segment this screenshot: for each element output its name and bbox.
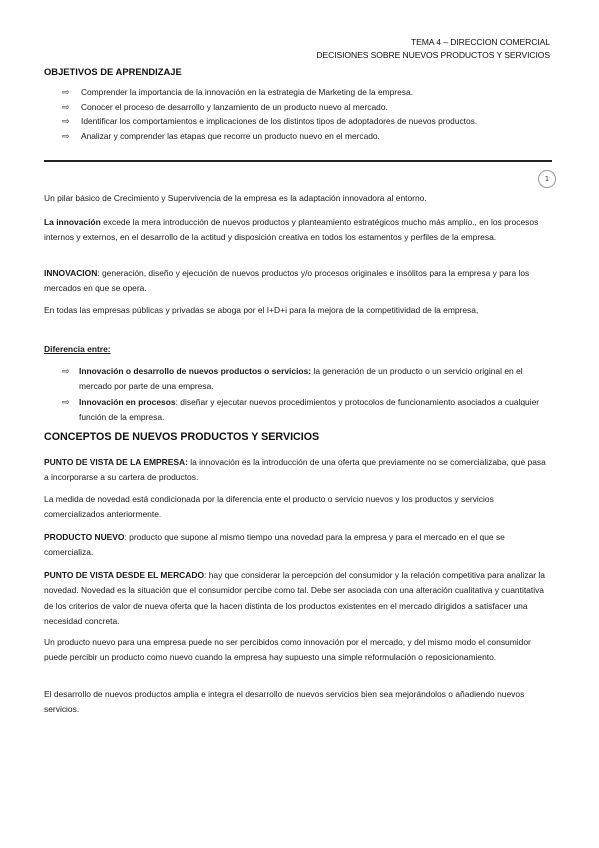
list-item — [62, 115, 532, 129]
header-subtitle: DECISIONES SOBRE NUEVOS PRODUCTOS Y SERVICIOS — [316, 50, 550, 60]
list-item — [62, 101, 532, 115]
paragraph-novelty: La medida de novedad está condicionada por la diferencia ente el producto o servicio nuevos y los productos y servicios comercializados anteriormente. — [44, 494, 494, 520]
section-divider — [44, 160, 552, 162]
difference-term: Innovación en procesos — [79, 396, 176, 407]
difference-text: la generación de un producto o un servicio original en el mercado por parte de una empresa. — [79, 366, 523, 392]
paragraph-text: excede la mera introducción de nuevos productos y planteamiento estratégicos mucho más amplio., en los procesos internos y externos, en el desarrollo de la actitud y disposición creativa en todos los estamentos y perfiles de la empresa. — [44, 217, 539, 243]
objective-text: Comprender la importancia de la innovación en la estrategia de Marketing de la empresa. — [81, 87, 413, 97]
arrow-right-icon: ⇨ — [62, 366, 70, 376]
objective-text: Conocer el proceso de desarrollo y lanzamiento de un producto nuevo al mercado. — [81, 101, 388, 112]
term-new-product: PRODUCTO NUEVO — [44, 532, 125, 542]
paragraph-text: : producto que supone al mismo tiempo una novedad para la empresa y para el mercado en el que se comercializa. — [44, 532, 505, 558]
paragraph-innovation — [44, 215, 552, 246]
term-innovation: La innovación — [44, 217, 101, 227]
term-company-view: PUNTO DE VISTA DE LA EMPRESA: — [44, 457, 188, 467]
paragraph-definition — [44, 266, 552, 297]
difference-heading — [44, 342, 552, 357]
objective-text: Identificar los comportamientos e implicaciones de los distintos tipos de adoptadores de nuevos productos. — [81, 116, 478, 126]
list-item — [62, 364, 554, 395]
list-item — [62, 395, 554, 426]
difference-title: Diferencia entre: — [44, 344, 111, 354]
list-item — [62, 130, 532, 144]
header-title: TEMA 4 – DIRECCION COMERCIAL — [410, 37, 550, 47]
difference-term: Innovación o desarrollo de nuevos productos o servicios: — [79, 366, 312, 376]
paragraph-intro: Un pilar básico de Crecimiento y Supervivencia de la empresa es la adaptación innovadora al entorno. — [44, 193, 427, 203]
difference-list — [62, 364, 554, 425]
objectives-heading: OBJETIVOS DE APRENDIZAJE — [44, 66, 182, 77]
list-item — [62, 86, 532, 100]
arrow-right-icon: ⇨ — [62, 396, 70, 407]
concepts-heading: CONCEPTOS DE NUEVOS PRODUCTOS Y SERVICIOS — [44, 431, 320, 443]
arrow-right-icon: ⇨ — [62, 116, 70, 126]
objectives-list — [62, 86, 532, 144]
paragraph-new-product — [44, 530, 552, 561]
term-innovacion: INNOVACION — [44, 268, 98, 278]
paragraph-services: El desarrollo de nuevos productos amplia e integra el desarrollo de nuevos servicios bien sea mejorándolos o añadiendo nuevos servicios. — [44, 689, 525, 715]
difference-text: : diseñar y ejecutar nuevos procedimientos y protocolos de funcionamiento asociados a cualquier función de la empresa. — [79, 396, 540, 422]
arrow-right-icon: ⇨ — [62, 130, 70, 141]
paragraph-company-view — [44, 455, 552, 486]
arrow-right-icon: ⇨ — [62, 87, 70, 97]
paragraph-idi: En todas las empresas públicas y privadas se aboga por el I+D+i para la mejora de la competitividad de la empresa, — [44, 305, 479, 315]
paragraph-text: : generación, diseño y ejecución de nuevos productos y/o procesos originales e insólitos para la empresa y para los mercados en que se opera. — [44, 268, 530, 294]
page-number: 1 — [538, 170, 556, 188]
paragraph-text: : hay que considerar la percepción del consumidor y la relación competitiva para analizar la novedad. Novedad es la situación que el consumidor percibe como tal. Debe ser asociada con una alteración cualitativa y cuantitativa de los criterios de valor de nueva oferta que la hacen distinta de los productos existentes en el mercado dirigidos a satisfacer una necesidad concreta. — [44, 570, 545, 626]
objective-text: Analizar y comprender las etapas que recorre un producto nuevo en el mercado. — [81, 130, 380, 141]
paragraph-perception: Un producto nuevo para una empresa puede no ser percibidos como innovación por el mercado, y del mismo modo el consumidor puede percibir un producto como nuevo cuando la empresa hay supuesto una simple reformulación o reposicionamiento. — [44, 637, 531, 663]
term-market-view: PUNTO DE VISTA DESDE EL MERCADO — [44, 570, 205, 580]
paragraph-market-view — [44, 568, 552, 629]
arrow-right-icon: ⇨ — [62, 101, 70, 112]
paragraph-text: la innovación es la introducción de una oferta que previamente no se comercializaba, que pasa a incorporarse a su cartera de productos. — [44, 457, 546, 483]
